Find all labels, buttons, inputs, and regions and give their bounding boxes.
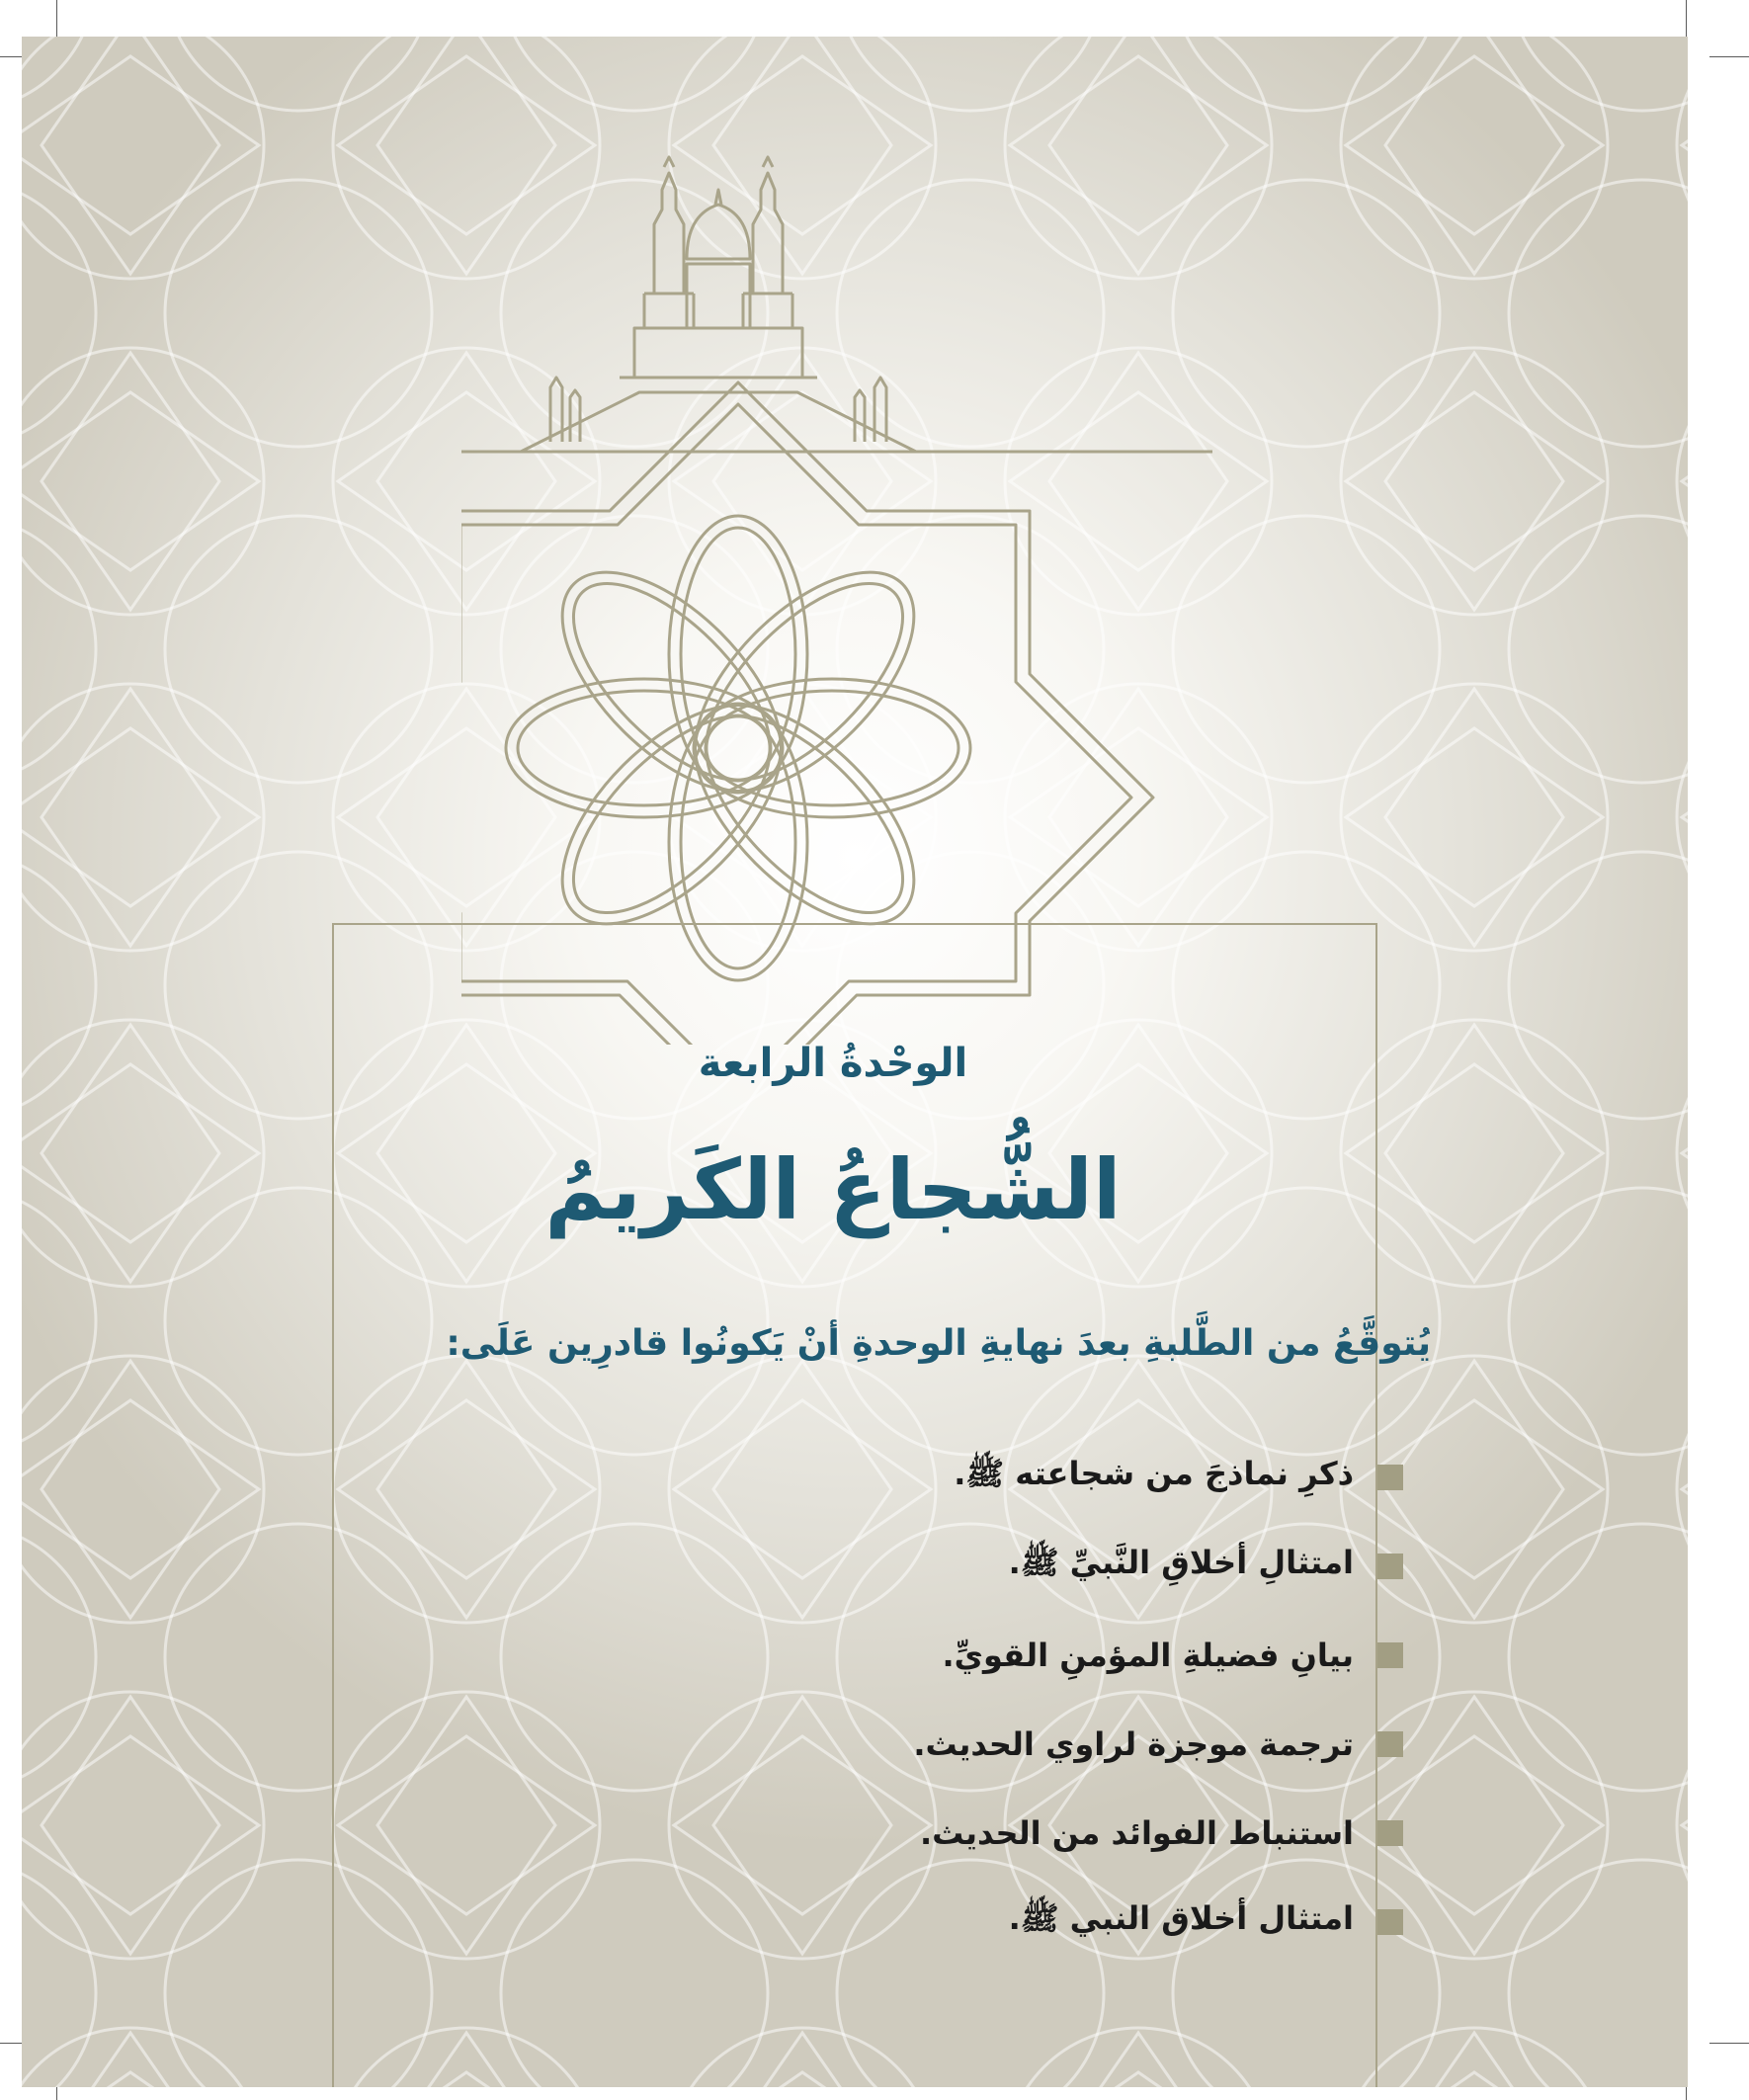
crop-mark: [1709, 2043, 1749, 2044]
square-bullet-icon: [1377, 1465, 1403, 1490]
objective-item: [514, 1789, 1403, 1878]
objectives-list: [514, 1433, 1403, 1967]
crop-mark: [56, 0, 57, 40]
objectives-intro: يُتوقَّعُ من الطَّلبةِ بعدَ نهايةِ الوحدةِ أنْ يَكونُوا قادرِين عَلَى:: [446, 1323, 1431, 1364]
crop-mark: [1709, 56, 1749, 57]
objective-item: [514, 1522, 1403, 1611]
mosque-star-icon: [461, 155, 1212, 1045]
square-bullet-icon: [1377, 1909, 1403, 1935]
objective-text: ترجمة موجزة لراوي الحديث.: [913, 1725, 1354, 1763]
objective-text: امتثالِ أخلاقِ النَّبيِّ ﷺ.: [1008, 1544, 1354, 1581]
crop-mark: [1686, 0, 1687, 40]
unit-title: الشُّجاعُ الكَريمُ: [544, 1141, 1122, 1238]
square-bullet-icon: [1377, 1820, 1403, 1846]
objective-item: [514, 1700, 1403, 1789]
objective-item: [514, 1611, 1403, 1700]
square-bullet-icon: [1377, 1642, 1403, 1668]
objective-text: امتثال أخلاق النبي ﷺ.: [1008, 1899, 1354, 1937]
objective-text: استنباط الفوائد من الحديث.: [919, 1814, 1354, 1852]
objective-text: بيانِ فضيلةِ المؤمنِ القويِّ.: [942, 1637, 1354, 1674]
objective-item: [514, 1878, 1403, 1967]
unit-number-heading: الوحْدةُ الرابعة: [698, 1041, 968, 1086]
objective-text: ذكرِ نماذجَ من شجاعته ﷺ.: [954, 1455, 1354, 1492]
square-bullet-icon: [1377, 1554, 1403, 1579]
square-bullet-icon: [1377, 1731, 1403, 1757]
objective-item: [514, 1433, 1403, 1522]
